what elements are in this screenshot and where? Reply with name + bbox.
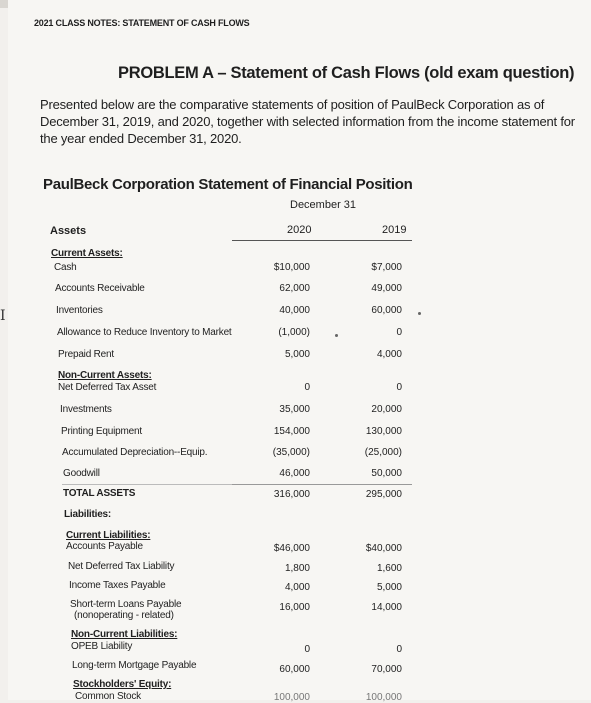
value-2020: 316,000 bbox=[273, 489, 310, 500]
intro-paragraph: Presented below are the comparative statements of position of PaulBeck Corporation as of December 31, 2019, and 2020, together with selected information from the income statement for the year ended December 31, 2020. bbox=[40, 97, 575, 146]
column-header-rule bbox=[232, 240, 412, 241]
value-2020: $46,000 bbox=[273, 543, 310, 554]
value-2019: 0 bbox=[396, 382, 402, 393]
row-label: Income Taxes Payable bbox=[69, 580, 166, 591]
row-label: Short-term Loans Payable bbox=[70, 599, 182, 610]
value-2019: 0 bbox=[396, 327, 402, 338]
row-label: OPEB Liability bbox=[71, 641, 133, 652]
column-header-assets: Assets bbox=[50, 225, 87, 237]
row-label: Long-term Mortgage Payable bbox=[72, 660, 197, 671]
value-2020: 4,000 bbox=[284, 582, 310, 593]
row-label: TOTAL ASSETS bbox=[63, 488, 136, 499]
value-2019: (25,000) bbox=[364, 447, 402, 458]
value-2020: 60,000 bbox=[279, 664, 310, 675]
value-2019: $7,000 bbox=[371, 262, 402, 273]
value-2020: 16,000 bbox=[279, 602, 310, 613]
value-2019: 70,000 bbox=[371, 664, 402, 675]
value-2019: 0 bbox=[396, 644, 402, 655]
stray-dot-mark bbox=[418, 312, 421, 315]
row-label: Printing Equipment bbox=[61, 426, 142, 437]
row-label: Allowance to Reduce Inventory to Market bbox=[57, 327, 232, 338]
value-2020: (35,000) bbox=[272, 447, 310, 458]
section-heading: Liabilities: bbox=[64, 509, 112, 520]
value-2020: 46,000 bbox=[279, 468, 310, 479]
value-2020: 62,000 bbox=[279, 283, 310, 294]
value-2020: 0 bbox=[304, 382, 310, 393]
value-2019: 130,000 bbox=[365, 426, 402, 437]
row-label: Accounts Receivable bbox=[55, 283, 145, 294]
company-heading: PaulBeck Corporation Statement of Financial Position bbox=[43, 176, 413, 193]
column-header-2019: 2019 bbox=[382, 224, 407, 236]
document-header: 2021 CLASS NOTES: STATEMENT OF CASH FLOWS bbox=[34, 18, 250, 28]
value-2020: 100,000 bbox=[273, 692, 310, 703]
value-2020: (1,000) bbox=[278, 327, 310, 338]
value-2019: 49,000 bbox=[371, 283, 402, 294]
section-heading: Current Assets: bbox=[51, 248, 123, 259]
row-label: Inventories bbox=[56, 305, 103, 316]
value-2019: 1,600 bbox=[376, 563, 402, 574]
value-2019: $40,000 bbox=[365, 543, 402, 554]
column-header-2020: 2020 bbox=[287, 224, 312, 236]
section-heading: Non-Current Assets: bbox=[58, 370, 152, 381]
value-2019: 20,000 bbox=[371, 404, 402, 415]
value-2020: 154,000 bbox=[273, 426, 310, 437]
section-heading: Non-Current Liabilities: bbox=[71, 629, 178, 640]
value-2020: 1,800 bbox=[284, 563, 310, 574]
value-2020: 40,000 bbox=[279, 305, 310, 316]
value-2020: 5,000 bbox=[284, 349, 310, 360]
row-label: Net Deferred Tax Asset bbox=[58, 382, 157, 393]
row-label: Prepaid Rent bbox=[58, 349, 114, 360]
row-label: Cash bbox=[54, 262, 77, 273]
value-2020: 35,000 bbox=[279, 404, 310, 415]
row-label: Investments bbox=[60, 404, 112, 415]
section-heading: Current Liabilities: bbox=[66, 530, 151, 541]
value-2019: 5,000 bbox=[376, 582, 402, 593]
total-rule-right bbox=[232, 484, 412, 485]
value-2020: 0 bbox=[304, 644, 310, 655]
date-heading: December 31 bbox=[290, 199, 357, 211]
total-rule-left bbox=[62, 484, 232, 485]
row-label: Accumulated Depreciation--Equip. bbox=[62, 447, 208, 458]
value-2020: $10,000 bbox=[273, 262, 310, 273]
value-2019: 4,000 bbox=[376, 349, 402, 360]
row-label: Common Stock bbox=[75, 691, 141, 702]
value-2019: 50,000 bbox=[371, 468, 402, 479]
row-label: (nonoperating - related) bbox=[74, 610, 174, 621]
row-label: Goodwill bbox=[63, 468, 100, 479]
value-2019: 60,000 bbox=[371, 305, 402, 316]
section-heading: Stockholders' Equity: bbox=[73, 679, 172, 690]
row-label: Net Deferred Tax Liability bbox=[68, 561, 175, 572]
row-label: Accounts Payable bbox=[66, 541, 143, 552]
text-cursor-icon: I bbox=[0, 308, 6, 324]
value-2019: 100,000 bbox=[365, 692, 402, 703]
value-2019: 14,000 bbox=[371, 602, 402, 613]
problem-title: PROBLEM A – Statement of Cash Flows (old exam question) bbox=[118, 64, 575, 82]
value-2019: 295,000 bbox=[365, 489, 402, 500]
